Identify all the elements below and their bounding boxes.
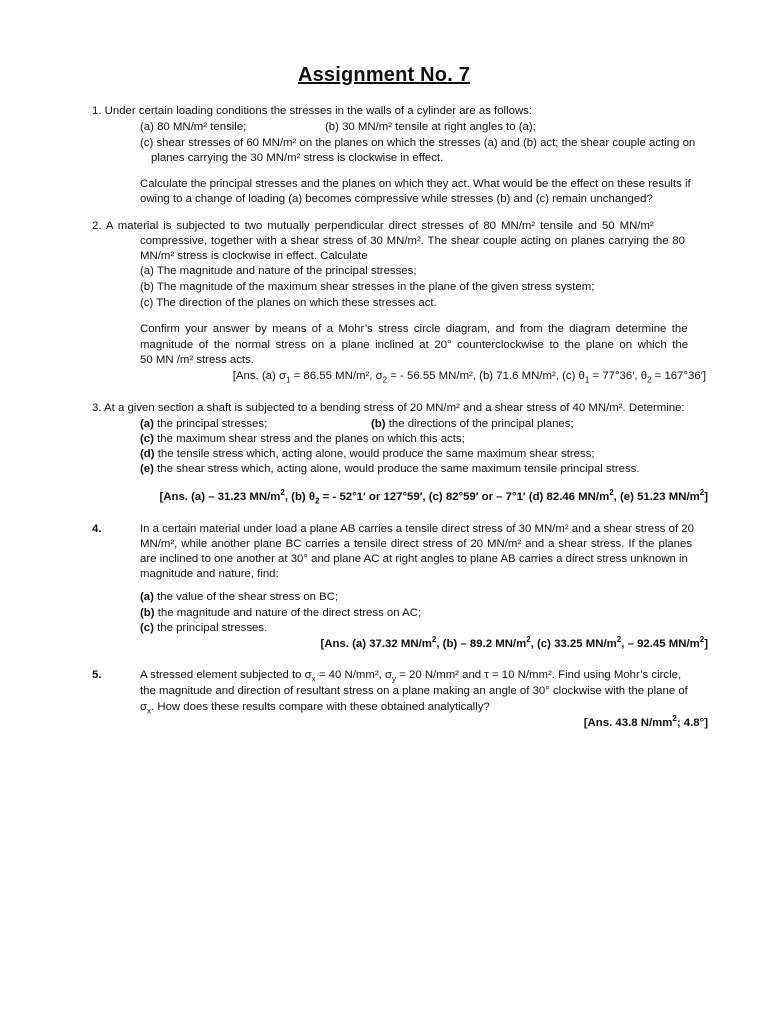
q1-item-a: (a) 80 MN/m² tensile;	[140, 121, 247, 133]
q2-item-c: (c) The direction of the planes on which these stresses act.	[140, 297, 437, 309]
q5-answer: [Ans. 43.8 $N/mm^2$; 4.8°]	[583, 714, 708, 729]
q3-item-a: (a) the principal stresses;	[140, 418, 268, 430]
q3-intro: 3. At a given section a shaft is subjected to a bending stress of 20 MN/m² and a shear stress of 40 MN/m². Determine:	[92, 402, 685, 414]
q4-line2: MN/m², while another plane BC carries a tensile direct stress of 20 MN/m² and a shear stress. If the planes	[140, 538, 693, 550]
q1-calc-line2: owing to a change of loading (a) becomes compressive while stresses (b) and (c) remain unchanged?	[140, 193, 653, 205]
q4-line3: are inclined to one another at 30° and plane AC at right angles to plane AB carries a direct stress unknown in	[140, 553, 688, 565]
q2-line3: MN/m² stress is clockwise in effect. Calculate	[140, 250, 368, 262]
q3-item-d: (d) the tensile stress which, acting alone, would produce the same maximum shear stress;	[140, 448, 595, 460]
q2-confirm-line3: 50 MN /m² stress acts.	[140, 354, 254, 366]
q5-line1: A stressed element subjected to $\sigma_x = 40$ N/mm², $\sigma_y = 20$ N/mm² and τ = 10 N/mm². Find using Mohr’s circle,	[140, 669, 682, 684]
q1-item-c-line1: (c) shear stresses of 60 MN/m² on the planes on which the stresses (a) and (b) act; the shear couple acting on	[140, 137, 696, 149]
q2-line2: compressive, together with a shear stress of 30 MN/m². The shear couple acting on planes carrying the 80	[140, 235, 685, 247]
q4-item-a: (a) the value of the shear stress on BC;	[140, 591, 339, 603]
q2-answer: [Ans. (a) $\sigma_1 = 86.55$ MN/m², $\sigma_2$ = - 56.55 MN/m², (b) 71.6 MN/m², (c) $\theta_1 = 77^\circ 36'$, $\theta_2 = 167^\circ 36'$]	[232, 370, 706, 385]
q1-calc-line1: Calculate the principal stresses and the planes on which they act. What would be the effect on these results if	[140, 178, 691, 190]
q3-item-e: (e) the shear stress which, acting alone, would produce the same maximum tensile principal stress.	[140, 463, 640, 475]
q4-number: 4.	[92, 523, 102, 535]
q2-confirm-line2: magnitude of the normal stress on a plane inclined at 20° counterclockwise to the plane on which the	[140, 339, 689, 351]
q1-intro: 1. Under certain loading conditions the stresses in the walls of a cylinder are as follows:	[92, 105, 533, 117]
q3-item-b: (b) the directions of the principal planes;	[371, 418, 574, 430]
page-title: Assignment No. 7	[297, 64, 471, 86]
q5-number: 5.	[92, 669, 102, 681]
q4-item-c: (c) the principal stresses.	[140, 622, 268, 634]
q3-item-c: (c) the maximum shear stress and the planes on which this acts;	[140, 433, 465, 445]
q2-confirm-line1: Confirm your answer by means of a Mohr’s stress circle diagram, and from the diagram determine the	[140, 323, 688, 335]
q4-item-b: (b) the magnitude and nature of the direct stress on AC;	[140, 607, 422, 619]
q1-item-b: (b) 30 MN/m² tensile at right angles to (a);	[325, 121, 536, 133]
q1-item-c-line2: planes carrying the 30 MN/m² stress is clockwise in effect.	[151, 152, 444, 164]
q5-line2: the magnitude and direction of resultant stress on a plane making an angle of 30° clockwise with the plane of	[140, 685, 688, 697]
q2-line1: 2. A material is subjected to two mutually perpendicular direct stresses of 80 MN/m² tensile and 50 MN/m²	[92, 220, 654, 232]
q2-item-b: (b) The magnitude of the maximum shear stresses in the plane of the given stress system;	[140, 281, 595, 293]
q3-answer: [Ans. (a) – 31.23 $MN/m^2$, (b) $\theta_2$ = - 52°1′ or 127°59′, (c) 82°59′ or – 7°1′ (d) 82.46 $MN/m^2$, (e) 51.23 $MN/m^2$]	[159, 488, 708, 506]
q2-item-a: (a) The magnitude and nature of the principal stresses;	[140, 265, 417, 277]
q4-line1: In a certain material under load a plane AB carries a tensile direct stress of 30 MN/m² and a shear stress of 20	[140, 523, 694, 535]
q5-line3: $\sigma_x$. How does these results compare with these obtained analytically?	[140, 701, 490, 716]
q4-line4: magnitude and nature, find:	[140, 568, 279, 580]
q4-answer: [Ans. (a) 37.32 $MN/m^2$, (b) – 89.2 $MN/m^2$, (c) 33.25 $MN/m^2$, – 92.45 $MN/m^2$]	[320, 635, 708, 650]
